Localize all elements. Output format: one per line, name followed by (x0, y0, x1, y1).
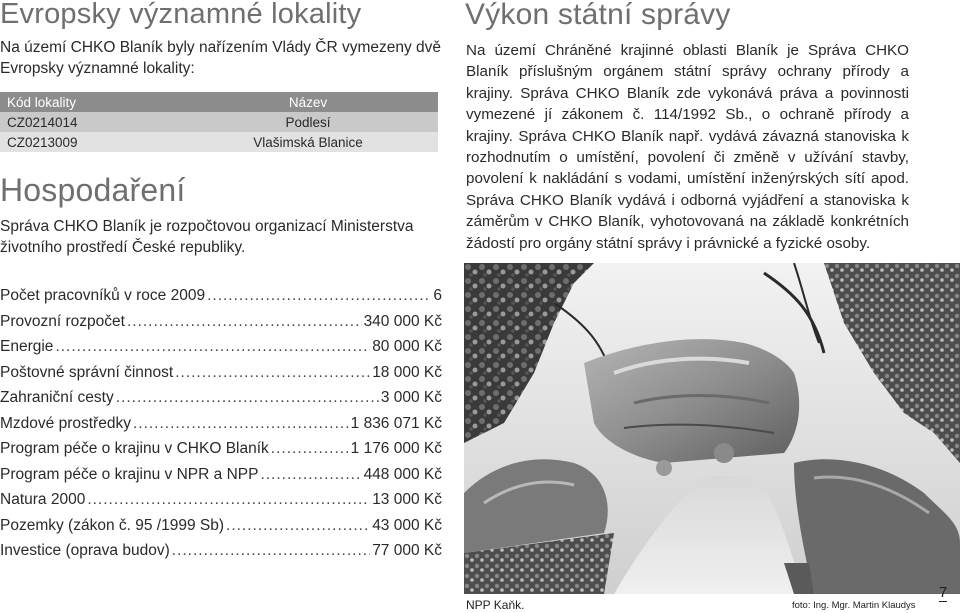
landscape-photo (464, 263, 960, 594)
section-title-hospodareni: Hospodaření (0, 172, 186, 208)
list-item (0, 364, 442, 390)
photo-caption: NPP Kaňk. (466, 598, 525, 612)
section-title-lokality: Evropsky významné lokality (0, 0, 362, 30)
column-header-kod: Kód lokality (0, 92, 178, 112)
photo-credit: foto: Ing. Mgr. Martin Klaudys (792, 600, 916, 611)
budget-label: Investice (oprava budov) (0, 542, 170, 559)
budget-label: Program péče o krajinu v NPR a NPP (0, 465, 259, 483)
list-item (0, 389, 442, 415)
budget-label: Pozemky (zákon č. 95 /1999 Sb) (0, 516, 225, 534)
budget-value: 13 000 Kč (372, 491, 442, 508)
list-item (0, 491, 442, 517)
budget-value: 448 000 Kč (363, 465, 442, 483)
budget-value: 6 (433, 287, 442, 304)
lokality-table (0, 92, 438, 152)
table-header-row (0, 92, 438, 112)
leader-dots (55, 338, 370, 356)
table-row (0, 112, 438, 132)
list-item (0, 440, 442, 466)
list-item (0, 517, 442, 543)
leader-dots (172, 542, 370, 560)
budget-value: 80 000 Kč (372, 338, 442, 355)
table-cell-code: CZ0214014 (0, 112, 178, 132)
budget-label: Zahraniční cesty (0, 389, 114, 406)
section-title-vykon: Výkon státní správy (465, 0, 731, 31)
budget-value: 1 176 000 Kč (350, 440, 442, 457)
budget-label: Program péče o krajinu v CHKO Blaník (0, 440, 269, 457)
table-cell-name: Vlašimská Blanice (178, 132, 438, 152)
leader-dots (207, 287, 431, 305)
budget-label: Provozní rozpočet (0, 312, 125, 330)
budget-label: Natura 2000 (0, 491, 86, 508)
list-item (0, 287, 442, 313)
budget-value: 3 000 Kč (380, 389, 442, 406)
leader-dots (260, 466, 361, 484)
rock-landscape-illustration (464, 263, 960, 594)
budget-label: Počet pracovníků v roce 2009 (0, 287, 206, 304)
leader-dots (175, 364, 370, 382)
column-header-nazev: Název (178, 92, 438, 112)
page-number: 7 (939, 584, 948, 601)
table-cell-code: CZ0213009 (0, 132, 178, 152)
vykon-text: Na území Chráněné krajinné oblasti Blaník je Správa CHKO Blaník příslušným orgánem státní správy ochrany přírody a krajiny. Správa CHKO Blaník zde vykonává práva a povinnosti vymezené jí zákonem č. 114/1992 Sb., o ochraně přírody a krajiny. Správa CHKO Blaník např. vydává závazná stanoviska k rozhodnutím o umístění, povolení či změně v užívání stavby, povolení k nakládání s vodami, umístění inženýrských sítí apod. Správa CHKO Blaník vydává i odborná vyjádření a stanoviska k záměrům v CHKO Blaník, vyhotovovaná na základě konkrétních žádostí pro orgány státní správy i právnické a fyzické osoby. (466, 42, 909, 252)
budget-value: 18 000 Kč (372, 363, 442, 381)
list-item (0, 466, 442, 492)
budget-value: 77 000 Kč (372, 542, 442, 559)
list-item (0, 542, 442, 568)
hospodareni-text: Správa CHKO Blaník je rozpočtovou organizací Ministerstva životního prostředí České republiky. (0, 218, 414, 256)
lokality-intro: Na území CHKO Blaník byly nařízením Vlády ČR vymezeny dvě Evropsky významné lokality: (0, 39, 442, 77)
budget-label: Mzdové prostředky (0, 414, 131, 432)
budget-value: 340 000 Kč (363, 312, 442, 330)
leader-dots (226, 517, 370, 535)
table-cell-name: Podlesí (178, 112, 438, 132)
list-item (0, 313, 442, 339)
leader-dots (127, 313, 362, 331)
budget-value: 1 836 071 Kč (350, 414, 442, 432)
leader-dots (87, 491, 370, 509)
budget-label: Energie (0, 338, 54, 355)
budget-value: 43 000 Kč (372, 516, 442, 534)
budget-list (0, 287, 442, 568)
leader-dots (271, 440, 349, 458)
leader-dots (133, 415, 349, 433)
budget-label: Poštovné správní činnost (0, 363, 174, 381)
table-row (0, 132, 438, 152)
list-item (0, 415, 442, 441)
leader-dots (116, 389, 379, 407)
list-item (0, 338, 442, 364)
